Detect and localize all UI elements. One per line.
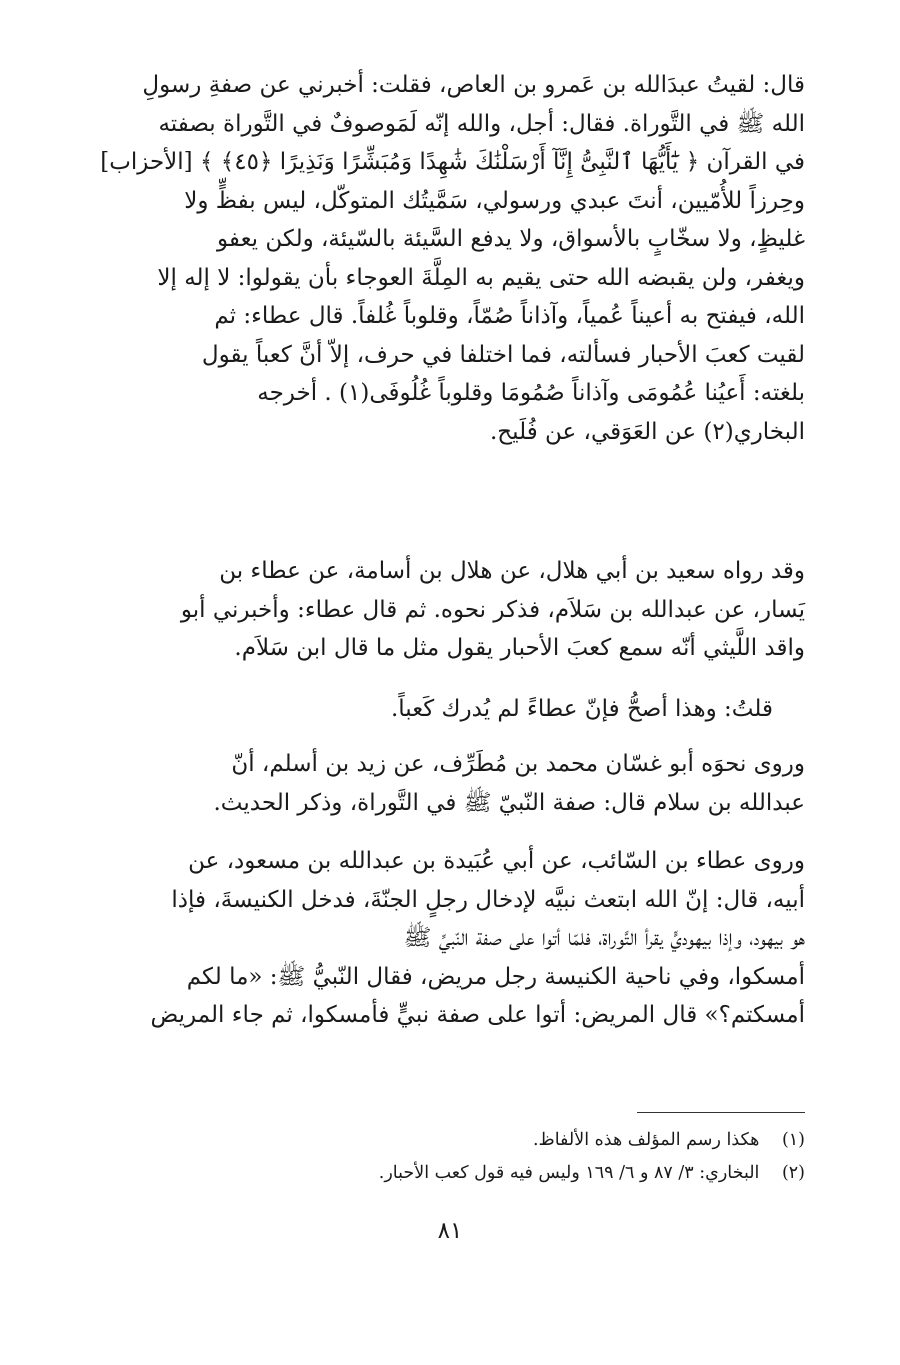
paragraph-2: وقد رواه سعيد بن أبي هلال، عن هلال بن أسامة، عن عطاء بن يَسار، عن عبدالله بن سَلاَم، فذكر نحوه. ثم قال عطاء: وأخبرني أبو واقد اللَّيثي أنّه سمع كعبَ الأحبار يقول مثل ما قال ابن سَلاَم.	[180, 558, 805, 661]
footnote-text: البخاري: ٣/ ٨٧ و ٦/ ١٦٩ وليس فيه قول كعب الأحبار.	[378, 1163, 760, 1183]
footnotes	[90, 1124, 805, 1190]
footnote-2	[90, 1157, 805, 1190]
page-number: ٨١	[437, 1218, 463, 1244]
paragraph-1: قال: لقيتُ عبدَالله بن عَمرو بن العاص، فقلت: أخبرني عن صفةِ رسولِ الله ﷺ في التَّوراة. فقال: أجل، والله إنّه لَمَوصوفٌ في التَّوراة بصفته في القرآن ﴿ يَٰٓأَيُّهَا ٱلنَّبِىُّ إِنَّآ أَرْسَلْنَٰكَ شَٰهِدًا وَمُبَشِّرًا وَنَذِيرًا ﴿٤٥﴾ ﴾ [الأحزاب] وحِرزاً للأُمّيين، أنتَ عبدي ورسولي، سَمَّيتُك المتوكّل، ليس بفظٍّ ولا غليظٍ، ولا سخّابٍ بالأسواق، ولا يدفع السَّيئة بالسّيئة، ولكن يعفو ويغفر، ولن يقبضه الله حتى يقيم به المِلَّةَ العوجاء بأن يقولوا: لا إله إلا الله، فيفتح به أعيناً عُمياً، وآذاناً صُمّاً، وقلوباً غُلفاً. قال عطاء: ثم لقيت كعبَ الأحبار فسألته، فما اختلفا في حرف، إلاّ أنَّ كعباً يقول بلغته: أَعيُنا عُمُومَى وآذاناً صُمُومَا وقلوباً غُلُوفَى(١) . أخرجه البخاري(٢) عن العَوَقي، عن فُلَيح.	[100, 72, 805, 445]
footnote-number: (١)	[781, 1130, 805, 1150]
paragraph-4: وروى نحوَه أبو غسّان محمد بن مُطَرِّف، عن زيد بن أسلم، أنّ عبدالله بن سلام قال: صفة النّبيّ ﷺ في التَّوراة، وذكر الحديث.	[213, 751, 805, 816]
footnote-text: هكذا رسم المؤلف هذه الألفاظ.	[532, 1130, 760, 1150]
footnote-1	[90, 1124, 805, 1157]
footnote-separator	[637, 1112, 805, 1113]
paragraph-3: قلتُ: وهذا أصحُّ فإنّ عطاءً لم يُدرك كَعباً.	[390, 696, 773, 722]
paragraph-5: وروى عطاء بن السّائب، عن أبي عُبَيدة بن عبدالله بن مسعود، عن أبيه، قال: إنّ الله ابتعث نبيَّه لإدخال رجلٍ الجنّةَ، فدخل الكنيسةَ، فإذا هو بيهود، وإذا بيهوديٍّ يقرأ التَّوراة، فلمّا أتوا على صفة النّبيِّ ﷺ أمسكوا، وفي ناحية الكنيسة رجل مريض، فقال النّبيُّ ﷺ: «ما لكم أمسكتم؟» قال المريض: أتوا على صفة نبيٍّ فأمسكوا، ثم جاء المريض	[150, 848, 805, 1028]
footnote-number: (٢)	[781, 1163, 805, 1183]
